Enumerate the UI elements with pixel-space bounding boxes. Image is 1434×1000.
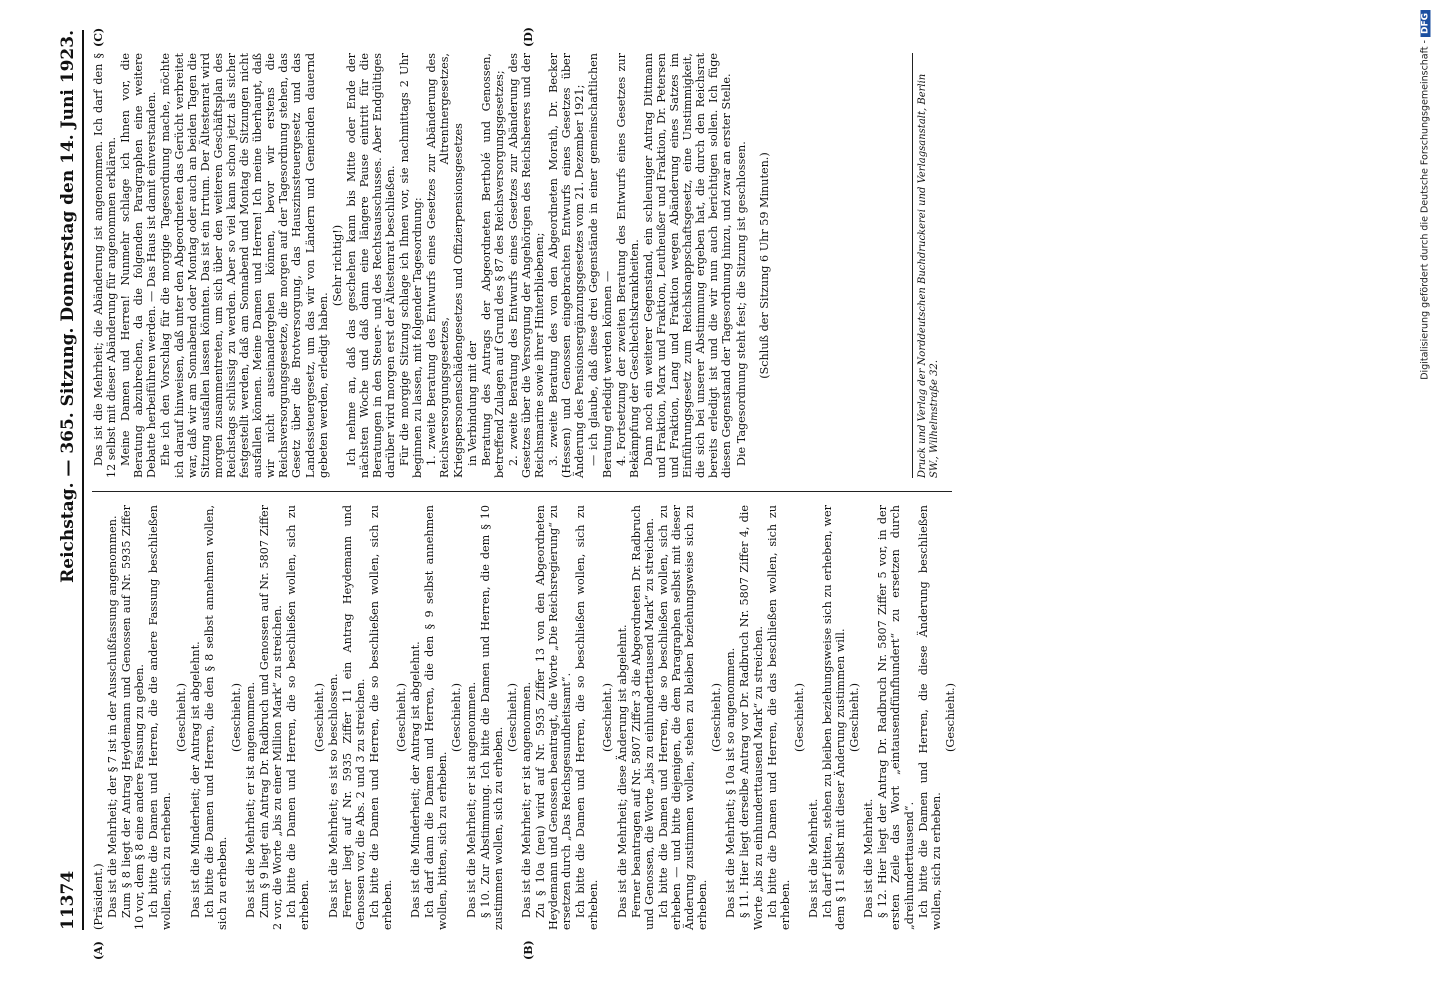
paragraph: Das ist die Mehrheit. <box>862 798 876 918</box>
margin-marker-a: (A) <box>92 941 105 960</box>
page-title: Reichstag. — 365. Sitzung. Donnerstag den 14. Juni 1923. <box>58 30 78 583</box>
paragraph: Das ist die Mehrheit; die Abänderung ist angenommen. Ich darf den § 12 selbst mit dieser Abänderung für angenommen erklären. <box>92 53 119 478</box>
paragraph: (Geschieht.) <box>943 683 957 752</box>
paragraph: Das ist die Mehrheit; der § 7 ist in der Ausschußfassung angenommen. <box>106 515 120 918</box>
paragraph: Ich bitte die Damen und Herren, die die andere Fassung beschließen wollen, sich zu erheben. <box>147 505 174 930</box>
paragraph: § 10. Zur Abstimmung. Ich bitte die Damen und Herren, die dem § 10 zustimmen wollen, sich zu erheben. <box>478 505 505 930</box>
paragraph: (Geschieht.) <box>312 683 326 752</box>
paragraph: Ich bitte die Damen und Herren, die so beschließen wollen, sich zu erheben. <box>574 505 601 930</box>
paragraph: (Präsident.) <box>92 863 105 930</box>
paragraph: Das ist die Mehrheit; er ist angenommen. <box>519 681 533 918</box>
paragraph: Zum § 8 liegt der Antrag Heydemann und Genossen auf Nr. 5935 Ziffer 10 vor, dem § 8 eine andere Fassung zu geben. <box>120 505 147 930</box>
paragraph: (Geschieht.) <box>505 683 519 752</box>
imprint: Druck und Verlag der Norddeutschen Buchdruckerei und Verlagsanstalt, Berlin SW., Wilhelmstraße 32. <box>912 53 941 478</box>
paragraph: (Geschieht.) <box>229 683 243 752</box>
paragraph: 2. zweite Beratung des Entwurfs eines Gesetzes zur Abänderung des Gesetzes über die Versorgung der Angehörigen des Reichsheeres und der Reichsmarine sowie ihrer Hinterbliebenen; <box>506 53 547 478</box>
paragraph: Ich darf bitten, stehen zu bleiben beziehungsweise sich zu erheben, wer dem § 11 selbst mit dieser Änderung zustimmen will. <box>820 505 848 930</box>
paragraph: Ich nehme an, daß das geschehen kann bis Mitte oder Ende der nächsten Woche und daß dann eine längere Pause eintritt für die Beratungen in den Steuer- und des Rechtsausschusses. Aber Endgültiges darüber wird morgen erst der Ältestenrat beschließen. <box>344 53 398 478</box>
paragraph: (Sehr richtig!) <box>330 224 344 307</box>
paragraph: (Schluß der Sitzung 6 Uhr 59 Minuten.) <box>757 152 771 379</box>
paragraph: Ich bitte die Damen und Herren, die das beschließen wollen, sich zu erheben. <box>765 505 792 930</box>
side-credit-text: Digitalisierung gefördert durch die Deutsche Forschungsgemeinschaft - <box>1419 40 1431 380</box>
paragraph: § 12. Hier liegt der Antrag Dr. Radbruch Nr. 5807 Ziffer 5 vor, in der ersten Zeile das Wort „eintausendfünfhundert“ zu ersetzen durch „dreihunderttausend“. <box>876 505 916 930</box>
paragraph: — ich glaube, daß diese drei Gegenstände in einer gemeinschaftlichen Beratung erledigt werden können — <box>587 53 614 478</box>
paragraph: Ich bitte die Damen und Herren, die so beschließen wollen, sich zu erheben — und bitte diejenigen, die dem Paragraphen selbst mit dieser Änderung zustimmen wollen, stehen zu bleiben beziehungsweise sich zu erheben. <box>656 505 710 930</box>
paragraph: (Geschieht.) <box>792 683 806 752</box>
paragraph: (Geschieht.) <box>395 683 409 752</box>
paragraph: Das ist die Minderheit; der Antrag ist abgelehnt. <box>409 641 423 918</box>
paragraph: (Geschieht.) <box>450 683 464 752</box>
paragraph: Beratung des Antrags der Abgeordneten Bertholé und Genossen, betreffend Zulagen auf Grund des § 87 des Reichsversorgungsgesetzes; <box>479 53 506 478</box>
margin-marker-d: (D) <box>522 27 535 47</box>
paragraph: Das ist die Mehrheit; § 10a ist so angenommen. <box>724 647 738 918</box>
column-divider <box>92 491 952 492</box>
paragraph: 4. Fortsetzung der zweiten Beratung des Entwurfs eines Gesetzes zur Bekämpfung der Geschlechtskrankheiten. <box>614 53 641 478</box>
paragraph: Ich bitte die Damen und Herren, die so beschließen wollen, sich zu erheben. <box>285 505 312 930</box>
document-page <box>52 27 1382 960</box>
paragraph: 3. zweite Beratung des von den Abgeordneten Morath, Dr. Becker (Hessen) und Genossen eingebrachten Entwurfs eines Gesetzes über Änderung des Pensionsergänzungsgesetzes vom 21. Dezember 1921; <box>547 53 587 478</box>
margin-marker-c: (C) <box>92 27 105 47</box>
paragraph: (Geschieht.) <box>710 683 724 752</box>
paragraph: Zu § 10a (neu) wird auf Nr. 5935 Ziffer 13 von den Abgeordneten Heydemann und Genossen beantragt, die Worte „Die Reichsregierung“ zu ersetzen durch „Das Reichsgesundheitsamt“. <box>534 505 574 930</box>
paragraph: Ehe ich den Vorschlag für die morgige Tagesordnung mache, möchte ich darauf hinweisen, daß unter den Abgeordneten das Gerücht verbreitet war, daß wir am Sonnabend oder Montag oder auch an beiden Tagen die Sitzung ausfallen lassen könnten. Das ist ein Irrtum. Der Ältestenrat wird morgen zusammentreten, um sich über den weiteren Geschäftsplan des Reichstags schlüssig zu werden. Aber so viel kann schon jetzt als sicher festgestellt werden, daß am Sonnabend und Montag die Sitzungen nicht ausfallen können. Meine Damen und Herren! Ich meine überhaupt, daß wir nicht auseinandergehen können, bevor wir erstens die Reichsversorgungsgesetze, die morgen auf der Tagesordnung stehen, das Gesetz über die Brotversorgung, das Hauszinssteuergesetz und das Landessteuergesetz, um das wir von Ländern und Gemeinden dauernd gebeten werden, erledigt haben. <box>159 53 330 478</box>
paragraph: Dann noch ein weiterer Gegenstand, ein schleuniger Antrag Dittmann und Fraktion, Marx und Fraktion, Leutheußer und Fraktion, Dr. Petersen und Fraktion, Lang und Fraktion wegen Abänderung eines Satzes im Einführungsgesetz zum Reichsknappschaftsgesetz, eine Unstimmigkeit, die sich bei unserer Abstimmung ergeben hat, die durch den Reichsrat bereits erledigt ist und die wir nun auch berichtigen sollen. Ich füge diesen Gegenstand der Tagesordnung hinzu, und zwar an erster Stelle. <box>641 53 734 478</box>
right-column <box>92 53 772 478</box>
paragraph: Das ist die Mehrheit; diese Änderung ist abgelehnt. <box>615 624 629 918</box>
paragraph: Das ist die Mehrheit. <box>806 798 820 918</box>
paragraph: in Verbindung mit der <box>465 341 479 466</box>
paragraph: Zum § 9 liegt ein Antrag Dr. Radbruch und Genossen auf Nr. 5807 Ziffer 2 vor, die Worte „bis zu einer Million Mark“ zu streichen. <box>258 505 285 930</box>
paragraph: Das ist die Mehrheit; er ist angenommen. <box>464 681 478 918</box>
paragraph: Ich bitte die Damen und Herren, die den § 8 selbst annehmen wollen, sich zu erheben. <box>202 505 229 930</box>
paragraph: Für die morgige Sitzung schlage ich Ihnen vor, sie nachmittags 2 Uhr beginnen zu lassen, mit folgender Tagesordnung: <box>398 53 425 478</box>
paragraph: Das ist die Mehrheit; er ist angenommen. <box>244 681 258 918</box>
paragraph: Ich darf dann die Damen und Herren, die den § 9 selbst annehmen wollen, bitten, sich zu erheben. <box>423 505 450 930</box>
paragraph: Ich bitte die Damen und Herren, die diese Änderung beschließen wollen, sich zu erheben. <box>916 505 943 930</box>
left-column <box>92 505 958 930</box>
page-header <box>52 30 78 930</box>
paragraph: (Geschieht.) <box>848 683 862 752</box>
paragraph: § 11. Hier liegt derselbe Antrag vor Dr. Radbruch Nr. 5807 Ziffer 4, die Worte „bis zu einhunderttausend Mark“ zu streichen. <box>738 505 765 930</box>
page-number: 11374 <box>58 870 78 930</box>
paragraph: (Geschieht.) <box>601 683 615 752</box>
header-rule <box>82 30 84 930</box>
paragraph: Ich bitte die Damen und Herren, die so beschließen wollen, sich zu erheben. <box>367 505 394 930</box>
paragraph: Das ist die Mehrheit; es ist so beschlossen. <box>326 673 340 918</box>
paragraph: (Geschieht.) <box>174 683 188 752</box>
paragraph: 1. zweite Beratung des Entwurfs eines Gesetzes zur Abänderung des Reichsversorgungsgesetzes, Altrentnergesetzes, Kriegspersonenschädengesetzes und Offizierpensionsgesetzes <box>425 53 465 478</box>
paragraph: Ferner liegt auf Nr. 5935 Ziffer 11 ein Antrag Heydemann und Genossen vor, die Abs. 2 und 3 zu streichen. <box>340 505 367 930</box>
paragraph: Ferner beantragen auf Nr. 5807 Ziffer 3 die Abgeordneten Dr. Radbruch und Genossen, die Worte „bis zu einhunderttausend Mark“ zu streichen. <box>629 505 656 930</box>
paragraph: Meine Damen und Herren! Nunmehr schlage ich Ihnen vor, die Beratung abzubrechen, da die folgenden Paragraphen eine weitere Debatte herbeiführen werden. — Das Haus ist damit einverstanden. <box>119 53 159 478</box>
dfg-logo: DFG <box>1421 10 1431 37</box>
margin-marker-b: (B) <box>522 940 535 960</box>
paragraph: Die Tagesordnung steht fest; die Sitzung ist geschlossen. <box>734 141 748 466</box>
side-credit <box>1416 10 1434 600</box>
paragraph: Das ist die Minderheit; der Antrag ist abgelehnt. <box>188 641 202 918</box>
